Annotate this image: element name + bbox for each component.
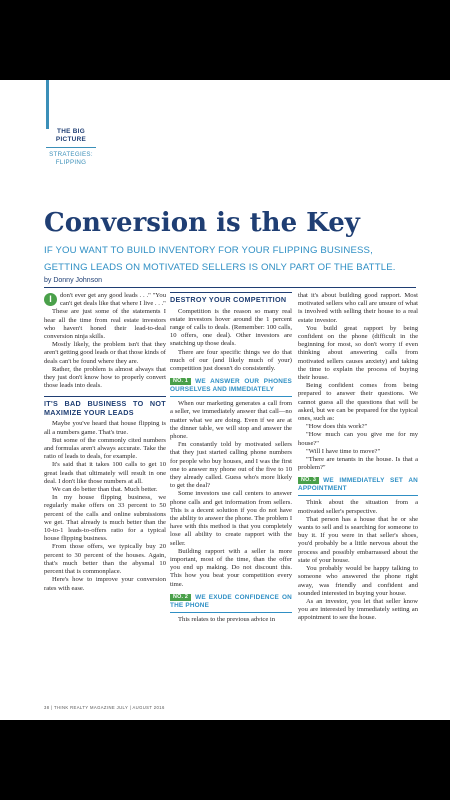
quote-line: "How does this work?"	[306, 423, 368, 431]
number-badge: NO. 3	[298, 477, 319, 484]
paragraph: Maybe you've heard that house flipping is all a numbers game. That's true.	[44, 420, 166, 436]
paragraph: Think about the situation from a motivated seller's perspective.	[298, 499, 418, 515]
section-heading: DESTROY YOUR COMPETITION	[170, 292, 292, 305]
quote-line: "There are tenants in the house. Is that a problem?"	[298, 456, 418, 472]
section-tag	[46, 128, 96, 167]
paragraph: That person has a house that he or she wants to sell and is searching for someone to buy it. If you were in that seller's shoes, you'd probably be a little nervous about the process and possibly embarrassed about the state of your house.	[298, 515, 418, 564]
paragraph: that it's about building good rapport. Most motivated sellers who call are unsure of what is involved with selling their house to a real estate investor.	[298, 292, 418, 324]
paragraph: But some of the commonly cited numbers and formulas aren't always accurate. Take the ratio of leads to deals, for example.	[44, 436, 166, 461]
paragraph: Some investors use call centers to answer phone calls and get information from sellers. This is a decent solution if you do not have the ability to answer the phone. The problem I have with this method is that you completely lose all ability to create rapport with the seller.	[170, 490, 293, 547]
section-subtitle: STRATEGIES: FLIPPING	[49, 151, 93, 166]
section-heading: IT'S BAD BUSINESS TO NOT MAXIMIZE YOUR LEADS	[44, 396, 166, 417]
paragraph: This relates to the previous advice in	[178, 615, 276, 623]
column-3	[298, 292, 418, 623]
number-badge: NO. 1	[170, 378, 191, 385]
paragraph: We can do better than that. Much better.	[52, 486, 158, 494]
paragraph: When our marketing generates a call from a seller, we immediately answer that call—no matter what we are doing. Even if we are at the dinner table, we will stop and answer the phone.	[170, 400, 292, 440]
paragraph: Building rapport with a seller is more important, most of the time, than the offer you end up making. Do not discount this. This how you beat your competition every time.	[170, 547, 292, 588]
article-headline: Conversion is the Key	[44, 208, 360, 238]
tag-divider	[46, 147, 96, 148]
quote-line: "Will I have time to move?"	[306, 447, 381, 455]
paragraph: It's said that it takes 100 calls to get 10 great leads that ultimately will result in one deal. I don't like those numbers at all.	[44, 461, 166, 485]
byline: by Donny Johnson	[44, 277, 102, 284]
paragraph: Rather, the problem is almost always that they just don't know how to properly convert those leads into deals.	[44, 365, 166, 390]
magazine-page	[0, 80, 450, 720]
numbered-heading: NO. 2 WE EXUDE CONFIDENCE ON THE PHONE	[170, 594, 292, 613]
page-footer: 38 | THINK REALTY MAGAZINE JULY | AUGUST 2016	[44, 705, 165, 710]
paragraph: As an investor, you let that seller know you are interested by immediately setting an appointment to see the house.	[298, 597, 418, 622]
paragraph: Mostly likely, the problem isn't that they aren't getting good leads or that those kinds of deals can't be found where they are.	[44, 341, 166, 365]
paragraph: don't ever get any good leads . . ." "You can't get deals like that where I live . . ."	[60, 292, 166, 308]
paragraph: Being confident comes from being prepared to answer their questions. We cannot guess all the questions that will be asked, but we can be prepared for the typical ones, such as:	[298, 382, 418, 423]
paragraph: You probably would be happy talking to someone who answered the phone right away, was friendly and confident and sounded interested in buying your house.	[298, 565, 418, 597]
paragraph: Competition is the reason so many real estate investors hover around the 1 percent range of calls to deals. (Remember: 100 calls, 10 offers, one deal). Other investors are snatching up those deals.	[170, 307, 292, 348]
numbered-heading: NO. 3 WE IMMEDIATELY SET AN APPOINTMENT	[298, 477, 418, 496]
article-deck: IF YOU WANT TO BUILD INVENTORY FOR YOUR FLIPPING BUSINESS, GETTING LEADS ON MOTIVATED SELLERS IS ONLY PART OF THE BATTLE.	[44, 245, 396, 273]
column-2	[170, 292, 292, 624]
paragraph: These are just some of the statements I hear all the time from real estate investors who haven't honed their lead-to-deal conversion ninja skills.	[44, 308, 166, 341]
paragraph: In my house flipping business, we regularly make offers on 33 percent to 50 percent of the calls and online submissions we get. That already is much better than the 10-to-1 leads-to-offers ratio for a typical house flipping business.	[44, 494, 166, 543]
numbered-heading: NO. 1 WE ANSWER OUR PHONES OURSELVES AND IMMEDIATELY	[170, 378, 292, 397]
paragraph: I'm constantly told by motivated sellers that they just started calling phone numbers for people who buy houses, and I was the first one to answer my phone out of the five to 10 they already called. Guess who's more likely to get the deal?	[170, 441, 292, 490]
column-1	[44, 292, 166, 593]
paragraph: Here's how to improve your conversion rates with ease.	[44, 576, 166, 592]
number-badge: NO. 2	[170, 594, 191, 601]
paragraph: You build great rapport by being confident on the phone (difficult in the beginning for most, so don't worry if even thinking about answering calls from motivated sellers causes anxiety) and taking the time to explain the process of buying their house.	[298, 324, 418, 382]
paragraph: From those offers, we typically buy 20 percent to 30 percent of the houses. Again, that's much better than the abysmal 10 percent that is commonplace.	[44, 543, 166, 576]
header-rule	[44, 287, 416, 288]
tag-bar	[46, 80, 49, 129]
quote-line: "How much can you give me for my house?"	[298, 431, 418, 447]
section-title: THE BIG PICTURE	[55, 128, 87, 143]
paragraph: There are four specific things we do that much of our (and likely much of your) competition just doesn't do consistently.	[170, 348, 292, 372]
drop-cap: I	[44, 293, 57, 306]
